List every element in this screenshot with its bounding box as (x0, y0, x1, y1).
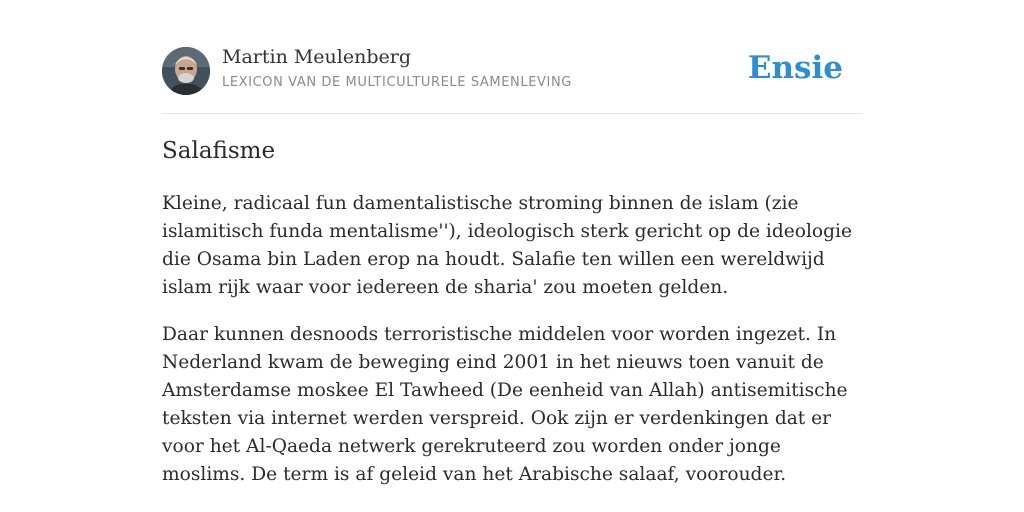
body-paragraph: Daar kunnen desnoods terroristische middelen voor worden ingezet. In Nederland kwam de beweging eind 2001 in het nieuws toen vanuit de Amsterdamse moskee El Tawheed (De eenheid van Allah) antisemitische teksten via internet werden verspreid. Ook zijn er verdenkingen dat er voor het Al-Qaeda netwerk gerekruteerd zou worden onder jonge moslims. De term is af geleid van het Arabische salaaf, voorouder. (162, 324, 848, 485)
publication-name[interactable]: LEXICON VAN DE MULTICULTURELE SAMENLEVING (222, 75, 572, 90)
entry-body (162, 190, 862, 508)
ensie-logo[interactable]: Ensie (747, 50, 843, 86)
entry-header (162, 0, 862, 114)
body-paragraph: Kleine, radicaal fun damentalistische stroming binnen de islam (zie islamitisch funda mentalisme''), ideologisch sterk gericht op de ideologie die Osama bin Laden erop na houdt. Salafie ten willen een wereldwijd islam rijk waar voor iedereen de sharia' zou moeten gelden. (162, 193, 852, 298)
entry-title: Salafisme (162, 138, 276, 164)
author-avatar[interactable] (162, 47, 210, 95)
entry-card (162, 0, 862, 485)
author-portrait-icon (162, 47, 210, 95)
author-name[interactable]: Martin Meulenberg (222, 46, 411, 68)
